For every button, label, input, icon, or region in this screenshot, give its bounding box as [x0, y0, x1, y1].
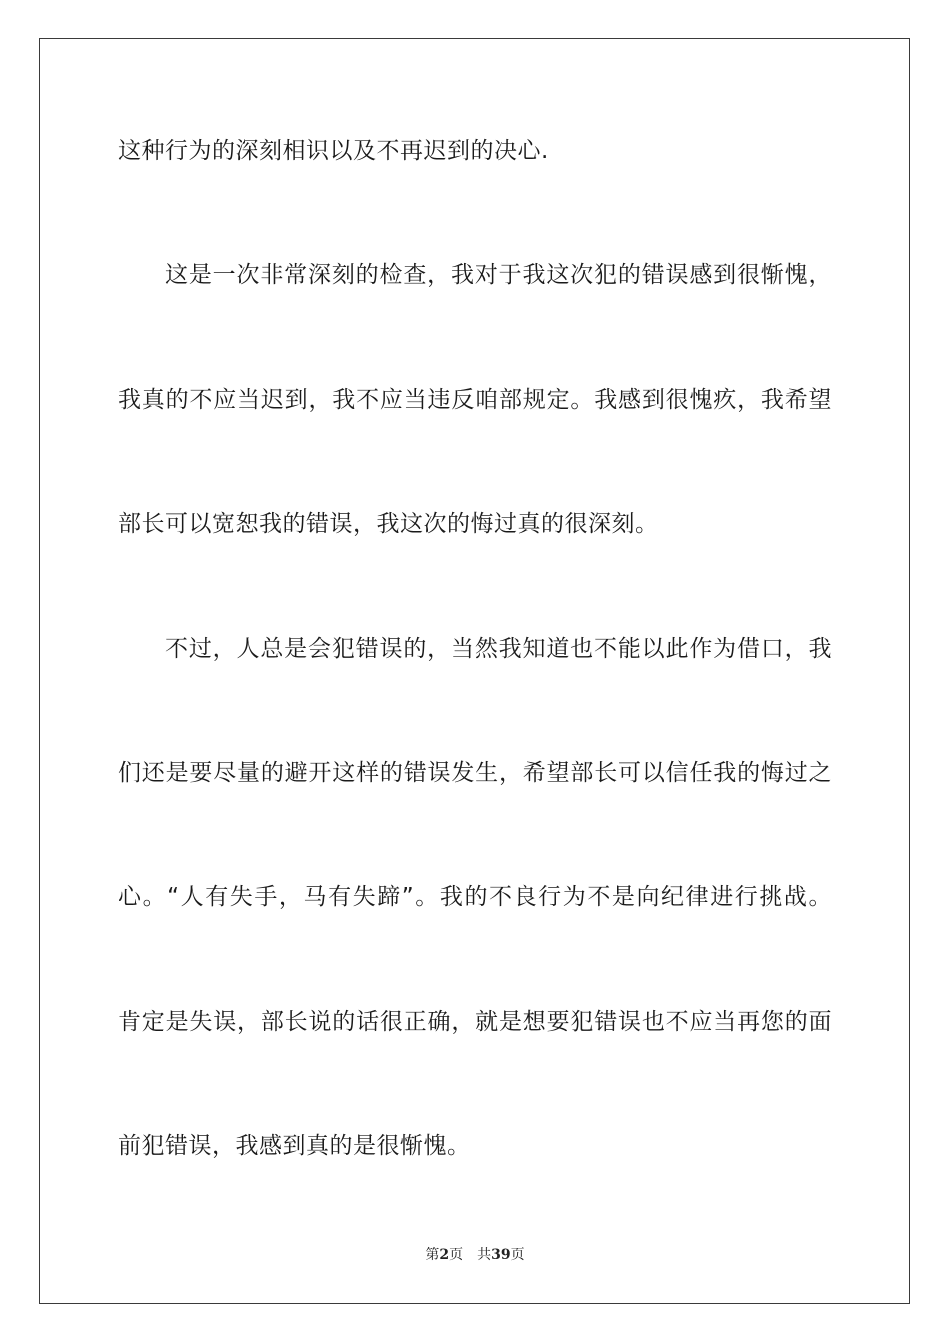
page-border	[39, 38, 910, 1304]
text-line-9: 前犯错误，我感到真的是很惭愧。	[118, 1133, 471, 1159]
text-line-8: 肯定是失误，部长说的话很正确，就是想要犯错误也不应当再您的面	[118, 1009, 832, 1035]
text-line-7: 心。“人有失手，马有失蹄”。我的不良行为不是向纪律进行挑战。	[118, 884, 832, 910]
footer-total-prefix: 共	[477, 1247, 492, 1263]
text-line-4: 部长可以宽恕我的错误，我这次的悔过真的很深刻。	[118, 511, 659, 537]
footer-page-number: 2	[439, 1247, 450, 1263]
text-line-3: 我真的不应当迟到，我不应当违反咱部规定。我感到很愧疚，我希望	[118, 387, 832, 413]
footer-total-suffix: 页	[510, 1247, 525, 1263]
text-line-2: 这是一次非常深刻的检查，我对于我这次犯的错误感到很惭愧，	[165, 262, 832, 288]
footer-page-suffix: 页	[449, 1247, 464, 1263]
page-footer	[0, 1244, 950, 1264]
text-line-5: 不过，人总是会犯错误的，当然我知道也不能以此作为借口，我	[165, 636, 832, 662]
footer-page-prefix: 第	[425, 1247, 440, 1263]
text-line-6: 们还是要尽量的避开这样的错误发生，希望部长可以信任我的悔过之	[118, 760, 832, 786]
footer-total-pages: 39	[491, 1247, 511, 1263]
text-line-1: 这种行为的深刻相识以及不再迟到的决心.	[118, 138, 549, 164]
